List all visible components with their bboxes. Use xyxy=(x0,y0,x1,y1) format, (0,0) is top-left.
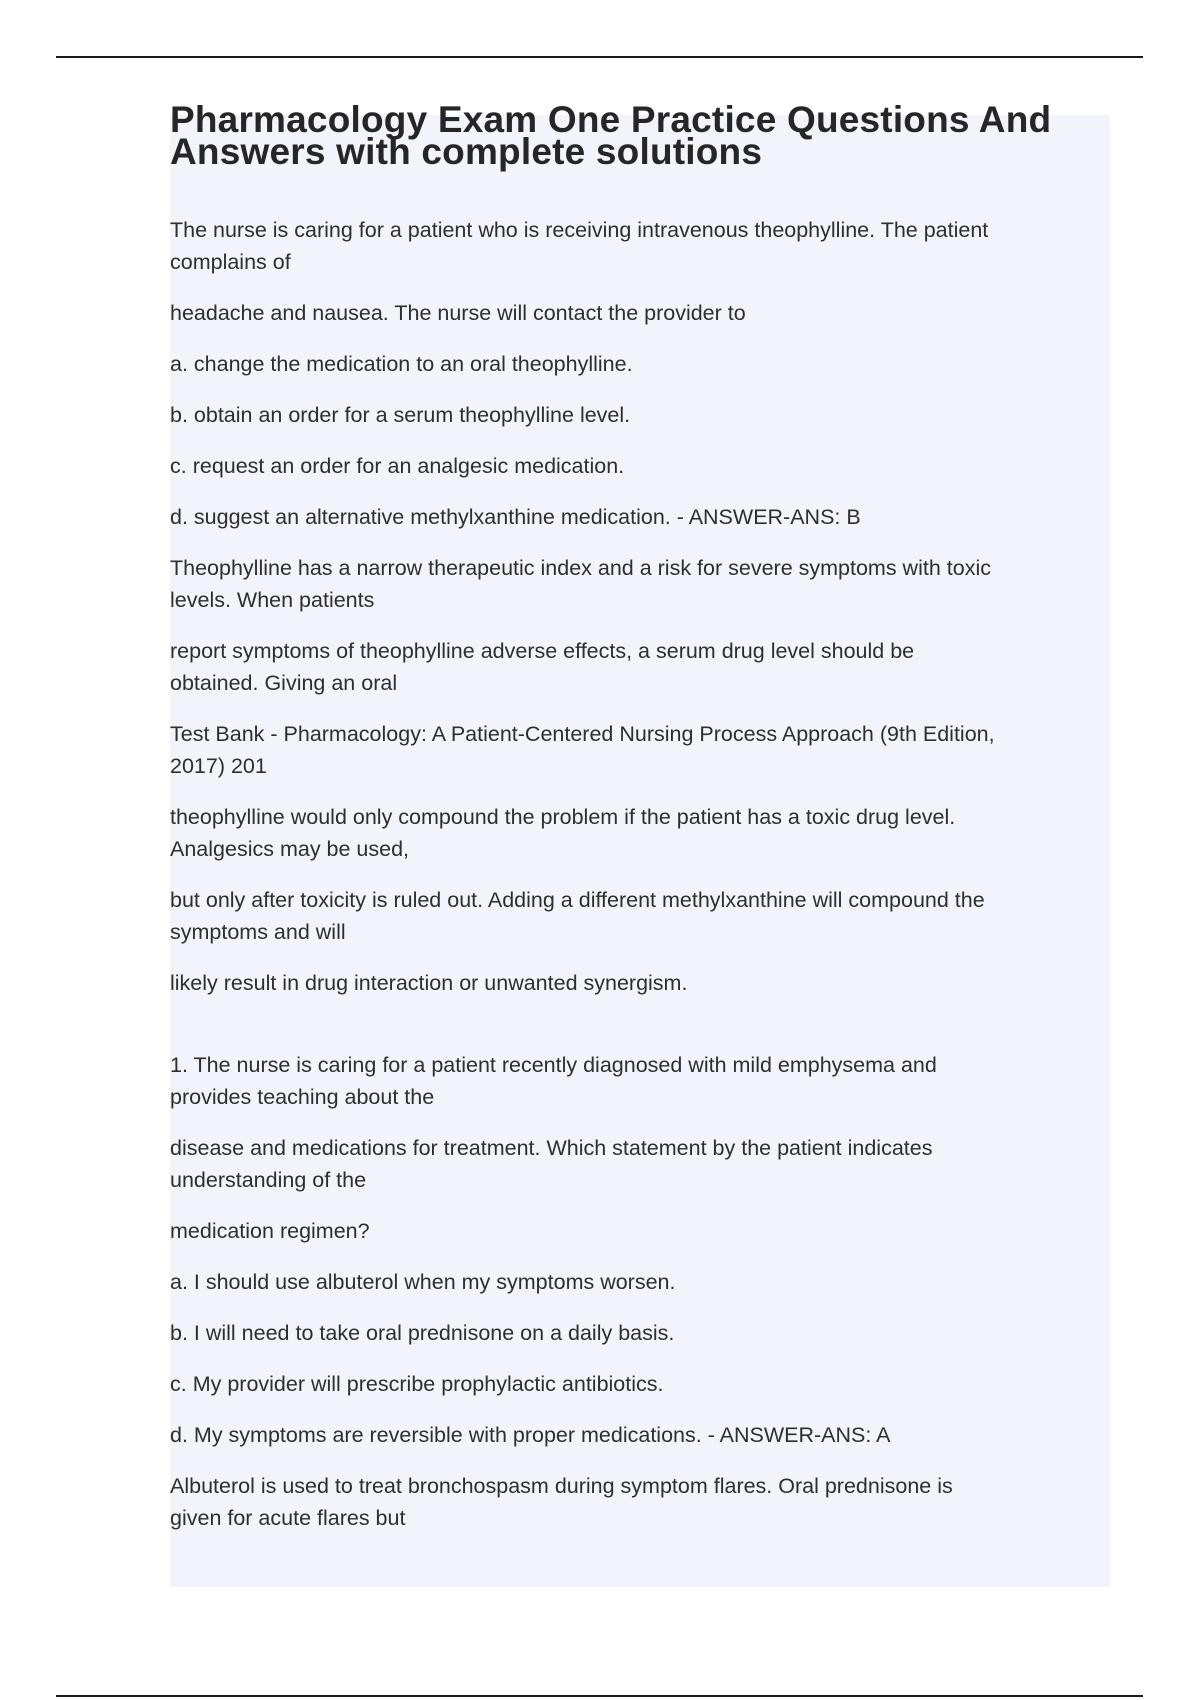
answer-option: a. I should use albuterol when my symptoms worsen. xyxy=(170,1270,676,1294)
answer-option: d. My symptoms are reversible with proper medications. - ANSWER-ANS: A xyxy=(170,1423,891,1447)
answer-option: b. obtain an order for a serum theophylline level. xyxy=(170,403,631,427)
rationale-paragraph: but only after toxicity is ruled out. Adding a different methylxanthine will compound the symptoms and will xyxy=(170,888,985,944)
bottom-divider xyxy=(56,1695,1143,1697)
rationale-paragraph: Theophylline has a narrow therapeutic index and a risk for severe symptoms with toxic levels. When patients xyxy=(170,556,991,612)
rationale-paragraph: Albuterol is used to treat bronchospasm during symptom flares. Oral prednisone is given for acute flares but xyxy=(170,1474,953,1530)
paragraph-question-stem: The nurse is caring for a patient who is receiving intravenous theophylline. The patient complains of xyxy=(170,218,989,274)
rationale-paragraph: report symptoms of theophylline adverse effects, a serum drug level should be obtained. Giving an oral xyxy=(170,639,915,695)
rationale-paragraph: likely result in drug interaction or unwanted synergism. xyxy=(170,971,688,995)
document-body xyxy=(170,99,1110,1553)
answer-option: b. I will need to take oral prednisone on a daily basis. xyxy=(170,1321,675,1345)
answer-option: d. suggest an alternative methylxanthine medication. - ANSWER-ANS: B xyxy=(170,505,861,529)
paragraph-question-stem: medication regimen? xyxy=(170,1219,370,1243)
answer-option: a. change the medication to an oral theophylline. xyxy=(170,352,633,376)
document-title: Pharmacology Exam One Practice Questions And Answers with complete solutions xyxy=(170,99,1052,172)
top-divider xyxy=(56,56,1143,58)
paragraph-question-stem: headache and nausea. The nurse will contact the provider to xyxy=(170,301,746,325)
paragraph-question-stem: disease and medications for treatment. Which statement by the patient indicates understanding of the xyxy=(170,1136,933,1192)
paragraph-list xyxy=(170,214,1110,1534)
paragraph-question-stem: 1. The nurse is caring for a patient recently diagnosed with mild emphysema and provides teaching about the xyxy=(170,1053,937,1109)
rationale-paragraph: theophylline would only compound the problem if the patient has a toxic drug level. Analgesics may be used, xyxy=(170,805,956,861)
answer-option: c. My provider will prescribe prophylactic antibiotics. xyxy=(170,1372,664,1396)
source-citation: Test Bank - Pharmacology: A Patient-Centered Nursing Process Approach (9th Edition, 2017) 201 xyxy=(170,722,995,778)
answer-option: c. request an order for an analgesic medication. xyxy=(170,454,625,478)
